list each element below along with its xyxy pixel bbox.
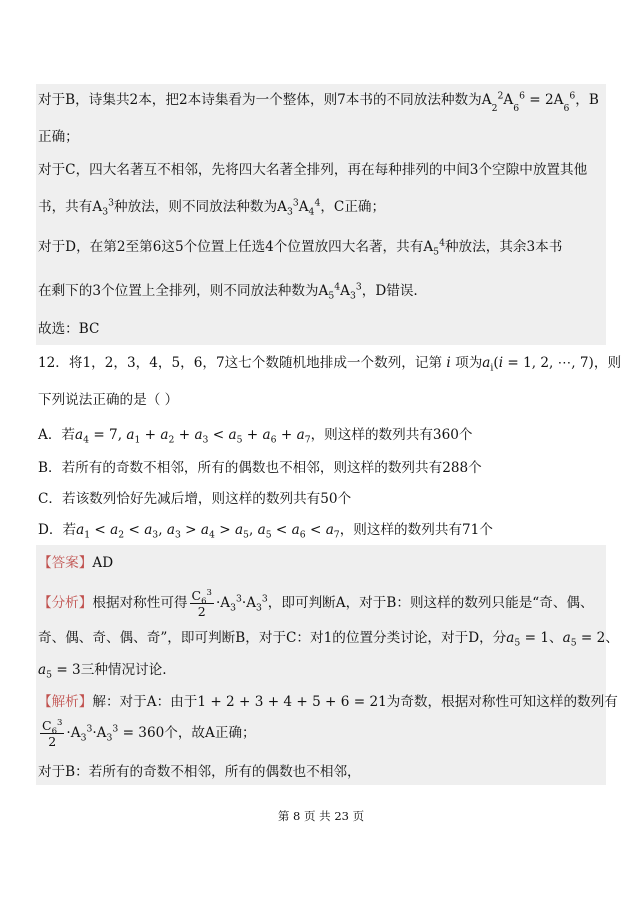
analysis-line2: 奇、偶、奇、偶、奇”，即可判断B，对于C：对1的位置分类讨论，对于D，分$a_5 = 1$、$a_5 = 2$、 bbox=[38, 630, 619, 649]
question-12-line1: 12．将1，2，3，4，5，6，7这七个数随机地排成一个数列，记第 i 项为$a_i(i = 1$, 2, ⋯, 7)，则 bbox=[38, 355, 622, 374]
analysis-line1: 【分析】根据对称性可得 $\frac{C_6^3}{2}$ $\cdot A_3^3\cdot A_3^3$，即可判断A，对于B：则这样的数列只能是“奇、偶、 bbox=[38, 587, 594, 619]
line-d1: 对于D，在第2至第6这5个位置上任选4个位置放四大名著，共有$A_5^4$种放法，其余3本书 bbox=[38, 237, 563, 258]
analysis-line3: $a_5 = 3$三种情况讨论. bbox=[38, 662, 167, 681]
option-b: B．若所有的奇数不相邻，所有的偶数也不相邻，则这样的数列共有288个 bbox=[38, 460, 482, 476]
answer-line: 【答案】AD bbox=[38, 555, 114, 571]
analysis-tag: 【分析】 bbox=[38, 595, 93, 611]
option-d: D．若$a_1 < a_2 < a_3$, $a_3 > a_4 > a_5$, $a_5 < a_6 < a_7$，则这样的数列共有71个 bbox=[38, 522, 493, 541]
answer-tag: 【答案】 bbox=[38, 555, 93, 571]
line-b2: 正确； bbox=[38, 129, 79, 145]
solution-line1: 【解析】解：对于A：由于1 + 2 + 3 + 4 + 5 + 6 = 21为奇数，根据对称性可知这样的数列有 bbox=[38, 694, 618, 710]
line-selection: 故选：BC bbox=[38, 321, 100, 337]
question-12-line2: 下列说法正确的是（ ） bbox=[38, 392, 179, 408]
option-c: C．若该数列恰好先减后增，则这样的数列共有50个 bbox=[38, 491, 352, 507]
solution-line2: $\frac{C_6^3}{2}$ $\cdot A_3^3\cdot A_3^3 = 360$个，故A正确； bbox=[42, 717, 256, 749]
solution-tag: 【解析】 bbox=[38, 694, 93, 710]
line-d2: 在剩下的3个位置上全排列，则不同放法种数为$A_5^4A_3^3$，D错误. bbox=[38, 281, 418, 302]
option-a: A．若$a_4 = 7$, $a_1 + a_2 + a_3 < a_5 + a_6 + a_7$，则这样的数列共有360个 bbox=[38, 427, 473, 446]
solution-line3: 对于B：若所有的奇数不相邻，所有的偶数也不相邻， bbox=[38, 764, 361, 780]
page-footer: 第 8 页 共 23 页 bbox=[277, 809, 365, 823]
line-c2: 书，共有$A_3^3$种放法，则不同放法种数为$A_3^3A_4^4$，C正确； bbox=[38, 197, 386, 218]
line-c1: 对于C，四大名著互不相邻，先将四大名著全排列，再在每种排列的中间3个空隙中放置其他 bbox=[38, 162, 588, 178]
line-b1: 对于B，诗集共2本，把2本诗集看为一个整体，则7本书的不同放法种数为$A_2^2A_6^6 = 2A_6^6$，B bbox=[38, 90, 599, 114]
